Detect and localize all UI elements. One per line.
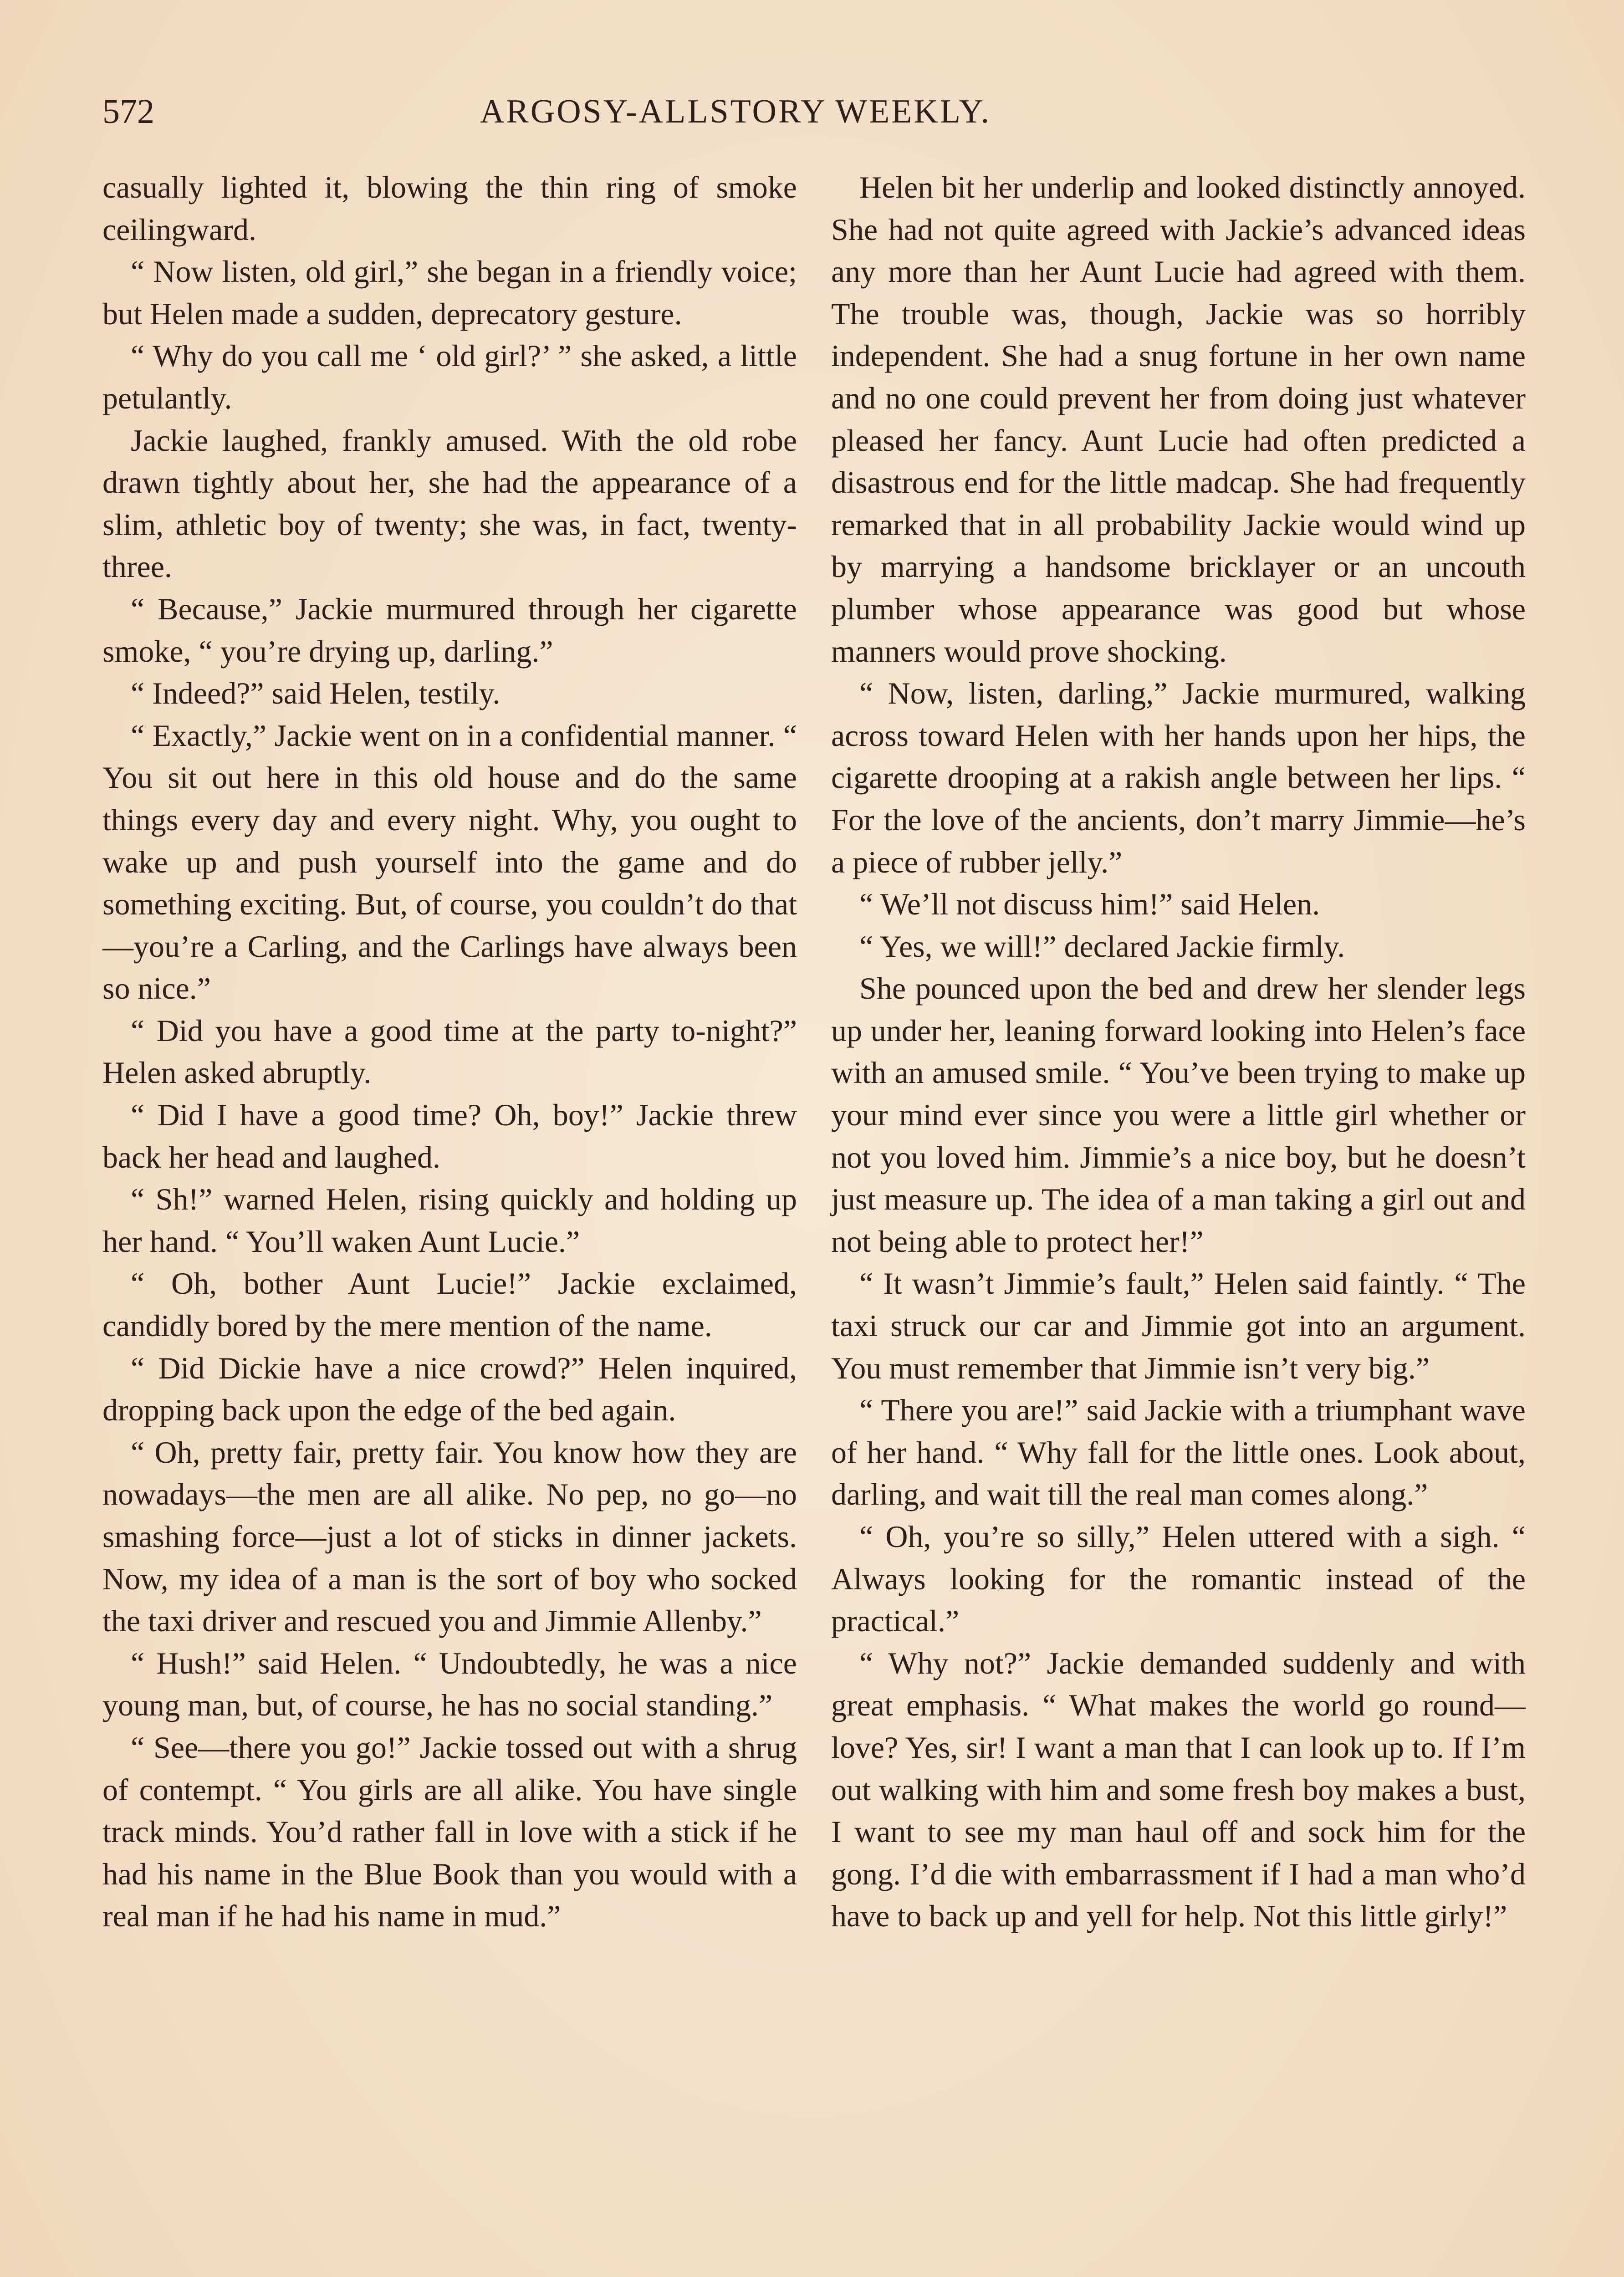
paragraph: “ Why not?” Jackie demanded suddenly and with great emphasis. “ What makes the world go round—love? Yes, sir! I want a man that I can look up to. If I’m out walking with him and some fresh boy makes a bust, I want to see my man haul off and sock him for the gong. I’d die with embarrassment if I had a man who’d have to back up and yell for help. Not this little girly!” xyxy=(831,1645,1526,1934)
paragraph: “ Oh, bother Aunt Lucie!” Jackie exclaimed, candidly bored by the mere mention of the name. xyxy=(102,1266,797,1343)
running-title: ARGOSY-ALLSTORY WEEKLY. xyxy=(480,93,991,130)
paragraph: She pounced upon the bed and drew her slender legs up under her, leaning forward looking into Helen’s face with an amused smile. “ You’ve been trying to make up your mind ever since you were a little girl whether or not you loved him. Jimmie’s a nice boy, but he doesn’t just measure up. The idea of a man taking a girl out and not being able to protect her!” xyxy=(831,971,1526,1259)
paragraph: “ It wasn’t Jimmie’s fault,” Helen said faintly. “ The taxi struck our car and Jimmie got into an argument. You must remember that Jimmie isn’t very big.” xyxy=(831,1266,1526,1385)
paragraph: “ Did Dickie have a nice crowd?” Helen inquired, dropping back upon the edge of the bed again. xyxy=(102,1350,797,1428)
paragraph: “ Did you have a good time at the party to-night?” Helen asked abruptly. xyxy=(102,1013,797,1090)
paragraph: “ Hush!” said Helen. “ Undoubtedly, he was a nice young man, but, of course, he has no social standing.” xyxy=(102,1645,797,1723)
paragraph: “ Indeed?” said Helen, testily. xyxy=(131,676,500,711)
paragraph: “ Yes, we will!” declared Jackie firmly. xyxy=(859,929,1345,964)
paragraph: “ Did I have a good time? Oh, boy!” Jackie threw back her head and laughed. xyxy=(102,1098,797,1174)
paragraph: “ We’ll not discuss him!” said Helen. xyxy=(859,887,1320,922)
page-header xyxy=(102,87,1369,137)
paragraph: “ Now listen, old girl,” she began in a friendly voice; but Helen made a sudden, deprecatory gesture. xyxy=(102,254,797,331)
paragraph: “ Why do you call me ‘ old girl?’ ” she asked, a little petulantly. xyxy=(102,338,797,415)
paragraph: “ There you are!” said Jackie with a triumphant wave of her hand. “ Why fall for the little ones. Look about, darling, and wait till the real man comes along.” xyxy=(831,1393,1526,1512)
paragraph: “ Because,” Jackie murmured through her cigarette smoke, “ you’re drying up, darling.” xyxy=(102,591,797,669)
right-column xyxy=(831,166,1526,1937)
paragraph: “ Now, listen, darling,” Jackie murmured, walking across toward Helen with her hands upon her hips, the cigarette drooping at a rakish angle between her lips. “ For the love of the ancients, don’t marry Jimmie—he’s a piece of rubber jelly.” xyxy=(831,676,1526,879)
paragraph: Helen bit her underlip and looked distinctly annoyed. She had not quite agreed with Jackie’s advanced ideas any more than her Aunt Lucie had agreed with them. The trouble was, though, Jackie was so horribly independent. She had a snug fortune in her own name and no one could prevent her from doing just whatever pleased her fancy. Aunt Lucie had often predicted a disastrous end for the little madcap. She had frequently remarked that in all probability Jackie would wind up by marrying a handsome bricklayer or an uncouth plumber whose appearance was good but whose manners would prove shocking. xyxy=(831,170,1526,669)
page-number: 572 xyxy=(102,92,154,131)
paragraph: “ Oh, pretty fair, pretty fair. You know how they are nowadays—the men are all alike. No pep, no go—no smashing force—just a lot of sticks in dinner jackets. Now, my idea of a man is the sort of boy who socked the taxi driver and rescued you and Jimmie Allenby.” xyxy=(102,1435,797,1639)
paragraph: “ Exactly,” Jackie went on in a confidential manner. “ You sit out here in this old house and do the same things every day and every night. Why, you ought to wake up and push yourself into the game and do something exciting. But, of course, you couldn’t do that—you’re a Carling, and the Carlings have always been so nice.” xyxy=(102,718,797,1006)
left-column xyxy=(102,166,797,1937)
paragraph: “ See—there you go!” Jackie tossed out with a shrug of contempt. “ You girls are all alike. You have single track minds. You’d rather fall in love with a stick if he had his name in the Blue Book than you would with a real man if he had his name in mud.” xyxy=(102,1730,797,1934)
paragraph: “ Oh, you’re so silly,” Helen uttered with a sigh. “ Always looking for the romantic instead of the practical.” xyxy=(831,1519,1526,1639)
paragraph: Jackie laughed, frankly amused. With the old robe drawn tightly about her, she had the appearance of a slim, athletic boy of twenty; she was, in fact, twenty-three. xyxy=(102,423,797,584)
paragraph: casually lighted it, blowing the thin ring of smoke ceilingward. xyxy=(102,170,797,247)
paragraph: “ Sh!” warned Helen, rising quickly and holding up her hand. “ You’ll waken Aunt Lucie.” xyxy=(102,1182,797,1259)
